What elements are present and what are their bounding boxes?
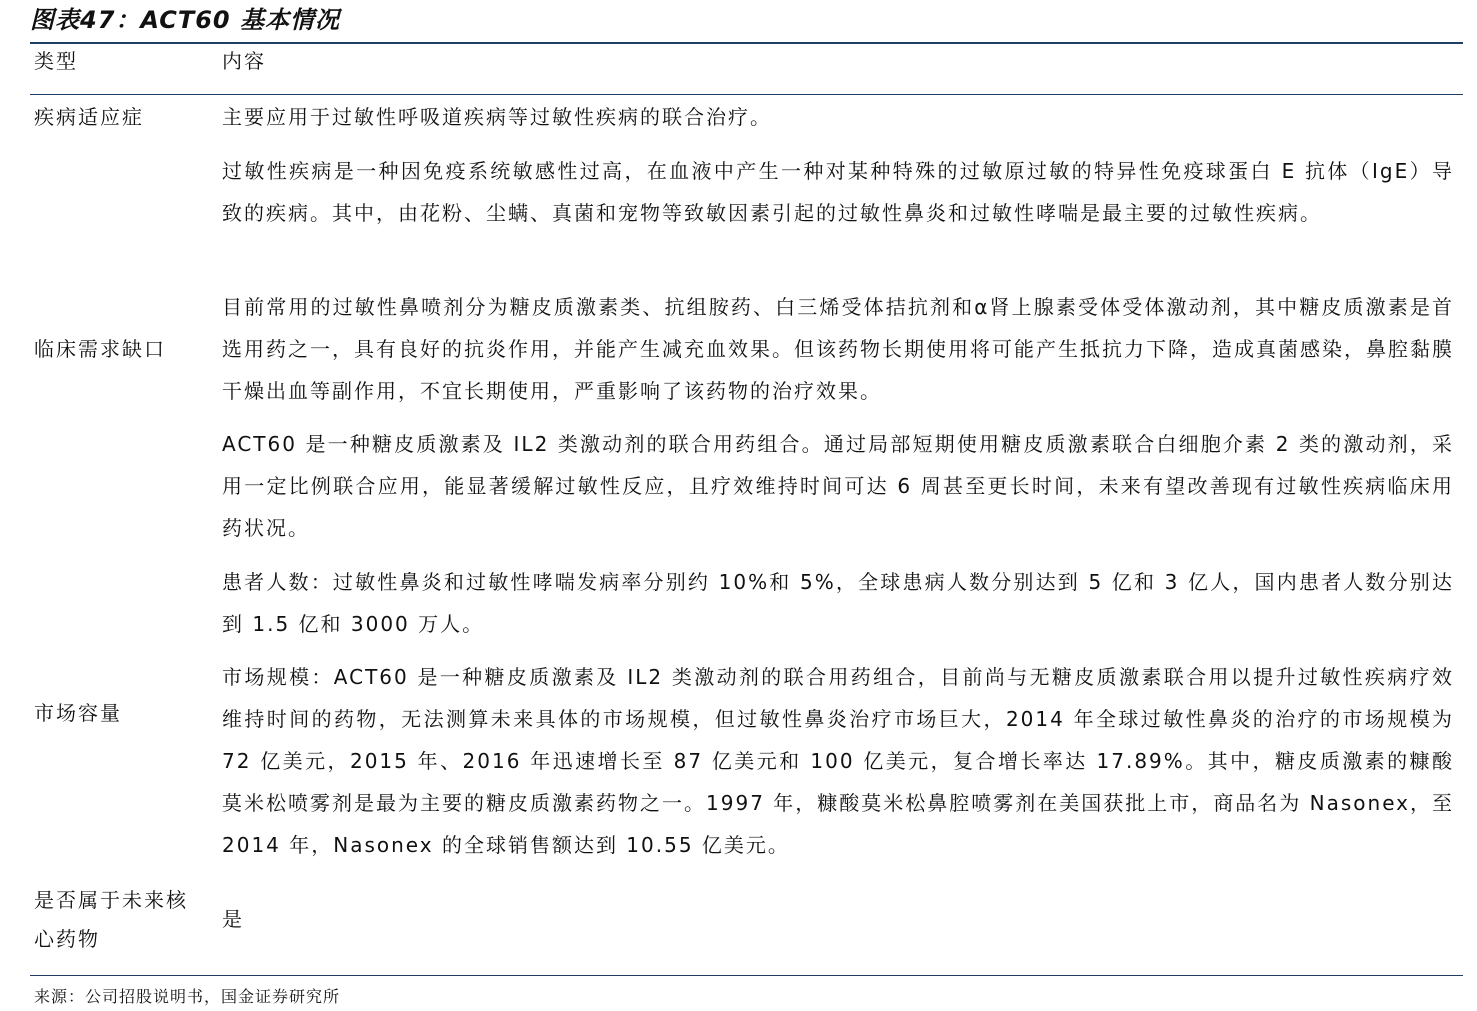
figure-title: 图表47：ACT60 基本情况 bbox=[30, 6, 340, 34]
indication-paragraph-2: 过敏性疾病是一种因免疫系统敏感性过高，在血液中产生一种对某种特殊的过敏原过敏的特异性免疫球蛋白 E 抗体（IgE）导致的疾病。其中，由花粉、尘螨、真菌和宠物等致敏因素引起的过敏性鼻炎和过敏性哮喘是最主要的过敏性疾病。 bbox=[222, 159, 1454, 225]
row-label-core-drug-line2: 心药物 bbox=[34, 927, 100, 951]
header-type: 类型 bbox=[34, 49, 78, 73]
row-label-indication: 疾病适应症 bbox=[34, 105, 144, 129]
indication-paragraph-1: 主要应用于过敏性呼吸道疾病等过敏性疾病的联合治疗。 bbox=[222, 105, 772, 129]
row-label-core-drug-line1: 是否属于未来核 bbox=[34, 888, 188, 912]
clinical-need-paragraph-1: 目前常用的过敏性鼻喷剂分为糖皮质激素类、抗组胺药、白三烯受体拮抗剂和α肾上腺素受体受体激动剂，其中糖皮质激素是首选用药之一，具有良好的抗炎作用，并能产生减充血效果。但该药物长期使用将可能产生抵抗力下降，造成真菌感染，鼻腔黏膜干燥出血等副作用，不宜长期使用，严重影响了该药物的治疗效果。 bbox=[222, 295, 1454, 403]
row-label-market: 市场容量 bbox=[34, 701, 122, 725]
table-header-rule bbox=[30, 94, 1463, 95]
header-content: 内容 bbox=[222, 49, 266, 73]
clinical-need-paragraph-2: ACT60 是一种糖皮质激素及 IL2 类激动剂的联合用药组合。通过局部短期使用糖皮质激素联合白细胞介素 2 类的激动剂，采用一定比例联合应用，能显著缓解过敏性反应，且疗效维持时间可达 6 周甚至更长时间，未来有望改善现有过敏性疾病临床用药状况。 bbox=[222, 432, 1454, 540]
table-bottom-rule bbox=[30, 975, 1463, 976]
market-paragraph-1: 患者人数：过敏性鼻炎和过敏性哮喘发病率分别约 10%和 5%，全球患病人数分别达到 5 亿和 3 亿人，国内患者人数分别达到 1.5 亿和 3000 万人。 bbox=[222, 570, 1454, 636]
source-note: 来源：公司招股说明书，国金证券研究所 bbox=[34, 987, 341, 1006]
row-label-clinical-need: 临床需求缺口 bbox=[34, 337, 166, 361]
market-paragraph-2: 市场规模：ACT60 是一种糖皮质激素及 IL2 类激动剂的联合用药组合，目前尚与无糖皮质激素联合用以提升过敏性疾病疗效维持时间的药物，无法测算未来具体的市场规模，但过敏性鼻炎治疗市场巨大，2014 年全球过敏性鼻炎的治疗的市场规模为 72 亿美元，2015 年、2016 年迅速增长至 87 亿美元和 100 亿美元，复合增长率达 17.89%。其中，糖皮质激素的糠酸莫米松喷雾剂是最为主要的糖皮质激素药物之一。1997 年，糠酸莫米松鼻腔喷雾剂在美国获批上市，商品名为 Nasonex，至 2014 年，Nasonex 的全球销售额达到 10.55 亿美元。 bbox=[222, 665, 1454, 857]
core-drug-value: 是 bbox=[222, 907, 244, 931]
